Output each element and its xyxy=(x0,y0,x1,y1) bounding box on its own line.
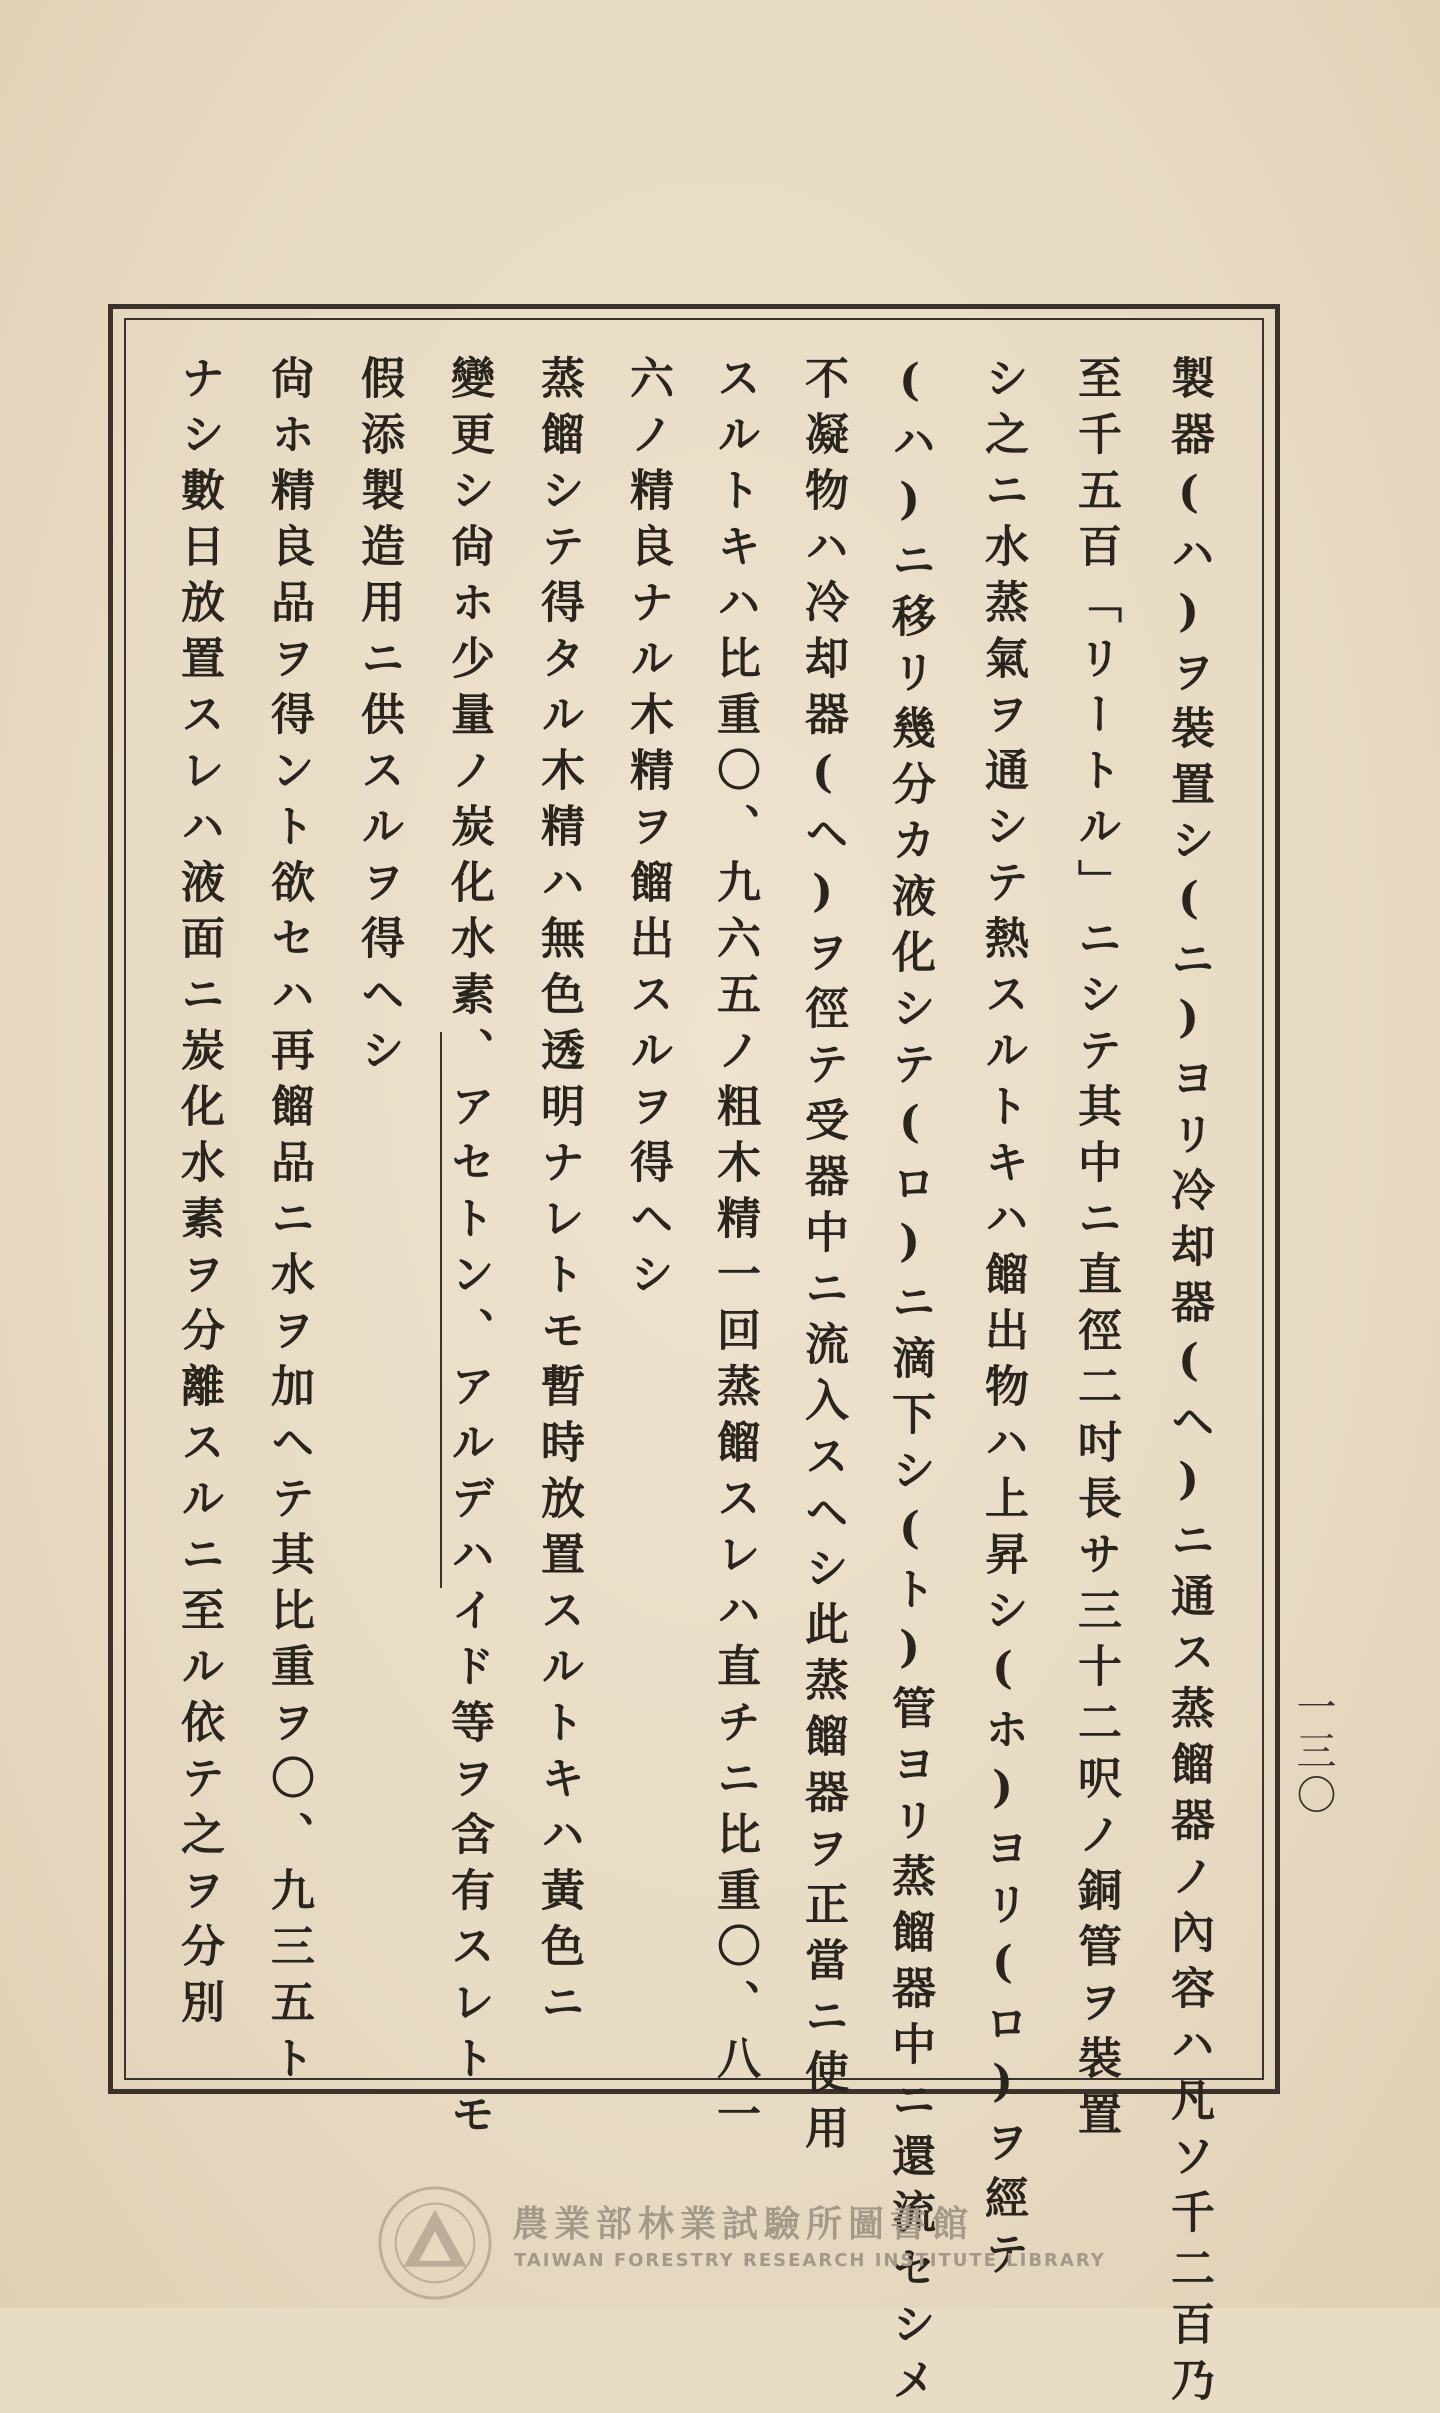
text-column-9: 變更シ尙ホ少量ノ炭化水素、アセトン、アルデハイド等ヲ含有スレトモ xyxy=(443,355,494,2147)
text-column-4: (ハ)ニ移リ幾分カ液化シテ(ロ)ニ滴下シ(ト)管ヨリ蒸餾器中ニ還流セシメ xyxy=(884,355,935,2413)
text-column-12: ナシ數日放置スレハ液面ニ炭化水素ヲ分離スルニ至ル依テ之ヲ分別 xyxy=(173,355,224,2035)
margin-marking-line xyxy=(440,1032,442,1588)
page-number: 一三〇 xyxy=(1290,1686,1336,1818)
library-name-chinese: 農業部林業試驗所圖書館 xyxy=(512,2204,975,2245)
text-column-3: シ之ニ水蒸氣ヲ通シテ熱スルトキハ餾出物ハ上昇シ(ホ)ヨリ(ロ)ヲ經テ xyxy=(977,355,1028,2287)
text-column-7: 六ノ精良ナル木精ヲ餾出スルヲ得ヘシ xyxy=(622,355,673,1307)
text-column-8: 蒸餾シテ得タル木精ハ無色透明ナレトモ暫時放置スルトキハ黃色ニ xyxy=(533,355,584,2035)
library-seal-icon xyxy=(376,2184,494,2302)
text-column-2: 至千五百「リートル」ニシテ其中ニ直徑二吋長サ三十二呎ノ銅管ヲ裝置 xyxy=(1070,355,1121,2147)
text-column-1: 製器(ハ)ヲ裝置シ(ニ)ヨリ冷却器(ヘ)ニ通ス蒸餾器ノ內容ハ凡ソ千二百乃 xyxy=(1163,355,1214,2413)
library-name-english: TAIWAN FORESTRY RESEARCH INSTITUTE LIBRARY xyxy=(514,2250,1106,2271)
text-column-10: 假添製造用ニ供スルヲ得ヘシ xyxy=(353,355,404,1083)
text-column-11: 尙ホ精良品ヲ得ント欲セハ再餾品ニ水ヲ加ヘテ其比重ヲ〇、九三五ト xyxy=(263,355,314,2091)
text-column-6: スルトキハ比重〇、九六五ノ粗木精一回蒸餾スレハ直チニ比重〇、八一 xyxy=(709,355,760,2147)
text-column-5: 不凝物ハ冷却器(ヘ)ヲ徑テ受器中ニ流入スヘシ此蒸餾器ヲ正當ニ使用 xyxy=(797,355,848,2161)
